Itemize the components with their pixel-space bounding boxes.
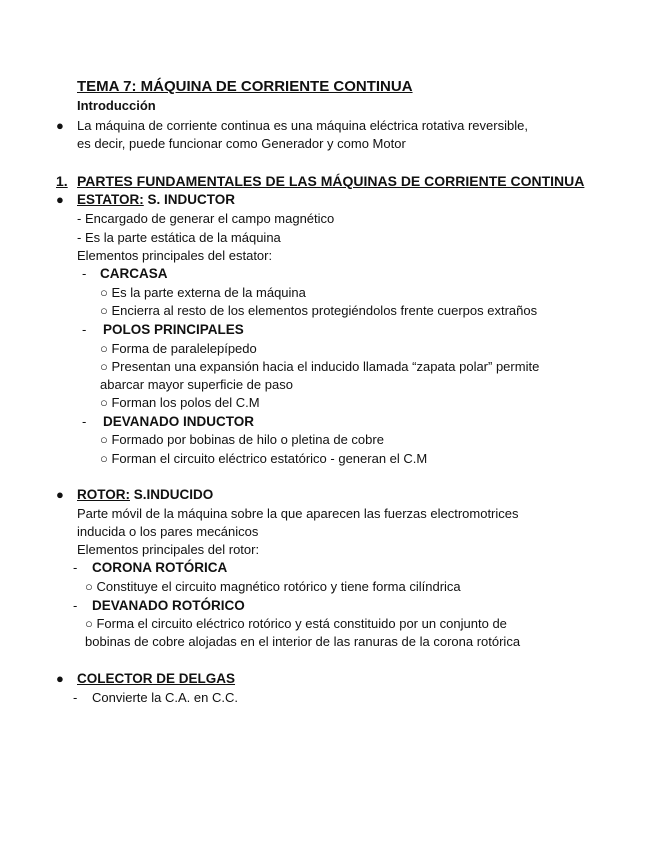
list-item: ○ Forman los polos del C.M (100, 395, 260, 410)
circle-icon: ○ (100, 303, 108, 318)
list-item: ○ Presentan una expansión hacia el inducido llamada “zapata polar” permite (100, 359, 540, 374)
bullet-icon: ● (56, 192, 64, 207)
dash-icon: - (82, 266, 87, 281)
dash-icon: - (82, 322, 87, 337)
dash-icon: - (82, 414, 87, 429)
list-item: ○ Forma el circuito eléctrico rotórico y está constituido por un conjunto de (85, 616, 507, 631)
rotor-heading (77, 486, 213, 504)
section-number: 1. (56, 173, 68, 189)
circle-icon: ○ (85, 579, 93, 594)
estator-desc: - Encargado de generar el campo magnético (77, 211, 335, 226)
rotor-desc: inducida o los pares mecánicos (77, 524, 259, 539)
circle-icon: ○ (100, 451, 108, 466)
estator-desc: - Es la parte estática de la máquina (77, 230, 281, 245)
corona-heading: CORONA ROTÓRICA (92, 560, 228, 575)
list-item: ○ Constituye el circuito magnético rotórico y tiene forma cilíndrica (85, 579, 461, 594)
list-item-continuation: abarcar mayor superficie de paso (100, 377, 293, 392)
list-item: ○ Formado por bobinas de hilo o pletina de cobre (100, 432, 384, 447)
circle-icon: ○ (100, 285, 108, 300)
rotor-desc: Parte móvil de la máquina sobre la que aparecen las fuerzas electromotrices (77, 506, 519, 521)
polos-heading: POLOS PRINCIPALES (103, 322, 244, 337)
devanado-inductor-heading: DEVANADO INDUCTOR (103, 414, 255, 429)
list-item: ○ Forma de paralelepípedo (100, 341, 257, 356)
list-item: ○ Encierra al resto de los elementos protegiéndolos frente cuerpos extraños (100, 303, 538, 318)
colector-item: Convierte la C.A. en C.C. (92, 690, 238, 705)
carcasa-heading: CARCASA (100, 266, 168, 281)
devanado-rotorico-heading: DEVANADO ROTÓRICO (92, 598, 245, 613)
intro-text-line: La máquina de corriente continua es una máquina eléctrica rotativa reversible, (77, 118, 528, 133)
estator-label: ESTATOR: (77, 192, 144, 207)
intro-text-line: es decir, puede funcionar como Generador y como Motor (77, 136, 406, 151)
estator-heading (77, 191, 235, 209)
bullet-icon: ● (56, 118, 64, 133)
list-item-continuation: bobinas de cobre alojadas en el interior de las ranuras de la corona rotórica (85, 634, 521, 649)
section-heading: PARTES FUNDAMENTALES DE LAS MÁQUINAS DE CORRIENTE CONTINUA (77, 173, 585, 189)
estator-label-rest: S. INDUCTOR (147, 192, 236, 207)
circle-icon: ○ (100, 359, 108, 374)
circle-icon: ○ (100, 395, 108, 410)
dash-icon: - (73, 598, 78, 613)
colector-heading: COLECTOR DE DELGAS (77, 671, 236, 686)
intro-heading: Introducción (77, 98, 156, 113)
estator-elements-intro: Elementos principales del estator: (77, 248, 273, 263)
rotor-label: ROTOR: (77, 487, 130, 502)
bullet-icon: ● (56, 487, 64, 502)
dash-icon: - (73, 560, 78, 575)
page-title: TEMA 7: MÁQUINA DE CORRIENTE CONTINUA (77, 78, 413, 95)
circle-icon: ○ (85, 616, 93, 631)
rotor-label-rest: S.INDUCIDO (133, 487, 214, 502)
bullet-icon: ● (56, 671, 64, 686)
rotor-elements-intro: Elementos principales del rotor: (77, 542, 260, 557)
list-item: ○ Es la parte externa de la máquina (100, 285, 306, 300)
list-item: ○ Forman el circuito eléctrico estatórico - generan el C.M (100, 451, 428, 466)
circle-icon: ○ (100, 432, 108, 447)
dash-icon: - (73, 690, 78, 705)
circle-icon: ○ (100, 341, 108, 356)
